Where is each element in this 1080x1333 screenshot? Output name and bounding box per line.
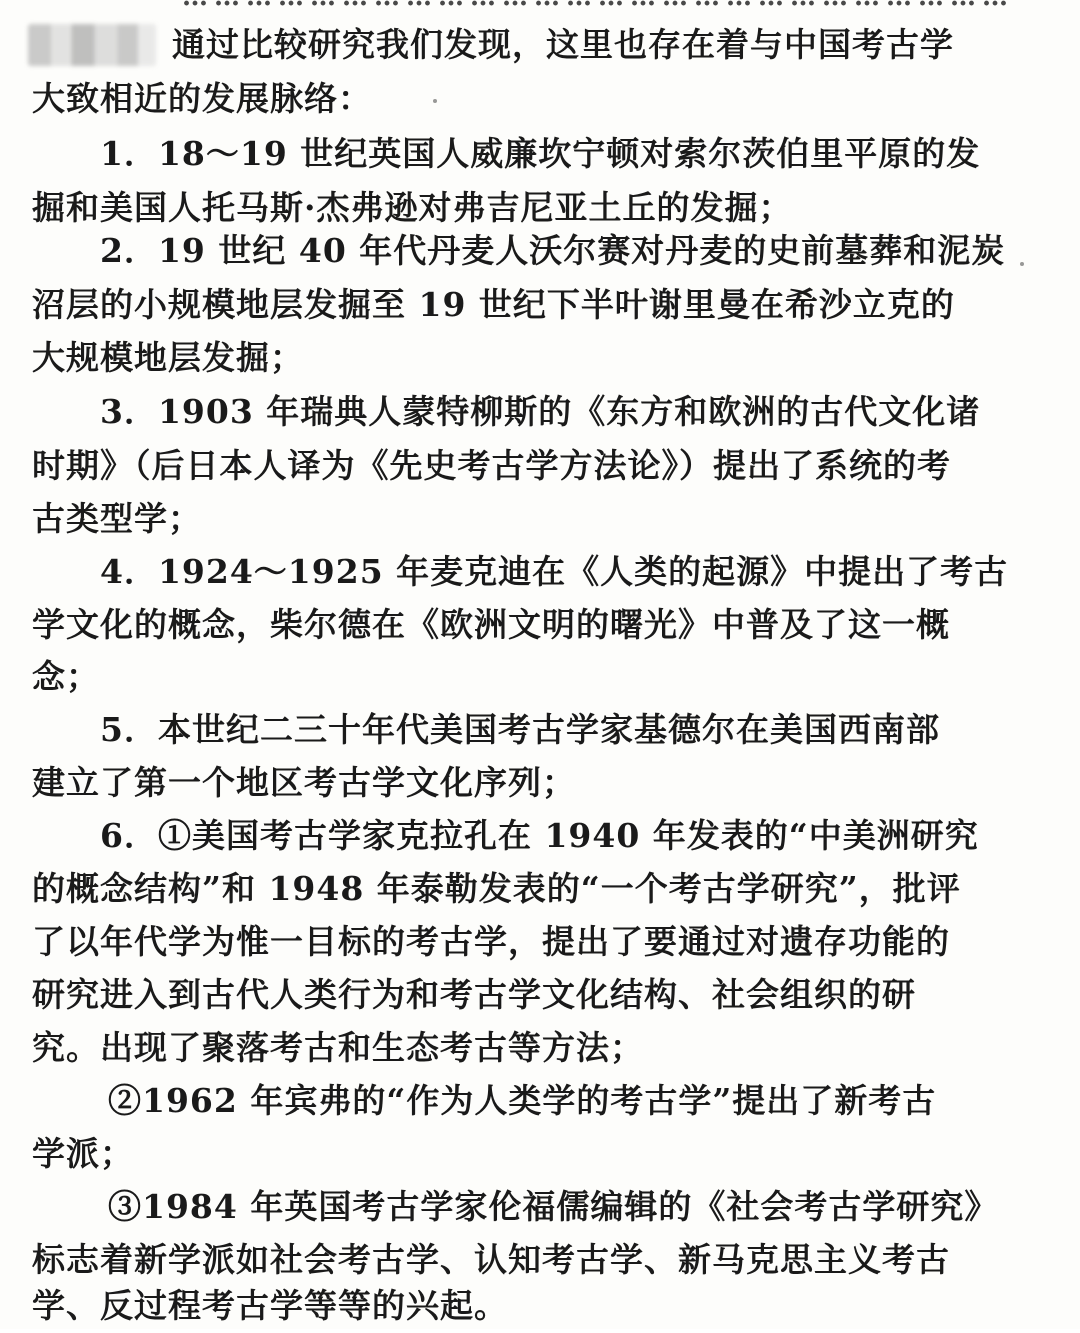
sub-item-3-line-3: 学、反过程考古学等等的兴起。 (32, 1286, 508, 1325)
sub-item-2-line-1: ②1962 年宾弗的“作为人类学的考古学”提出了新考古 (108, 1081, 937, 1120)
sub-item-3-line-2: 标志着新学派如社会考古学、认知考古学、新马克思主义考古 (32, 1240, 950, 1279)
list-item-2-line-3: 大规模地层发掘； (32, 338, 304, 377)
list-item-4-line-2: 学文化的概念，柴尔德在《欧洲文明的曙光》中普及了这一概 (32, 605, 950, 644)
scan-speck (433, 99, 437, 103)
scan-speck (1020, 262, 1024, 266)
text-line-2: 大致相近的发展脉络： (32, 79, 372, 118)
sub-item-3-line-1: ③1984 年英国考古学家伦福儒编辑的《社会考古学研究》 (108, 1187, 999, 1226)
list-item-4-line-3: 念； (32, 657, 100, 696)
sub-item-2-line-2: 学派； (32, 1134, 134, 1173)
list-item-6-line-2: 的概念结构”和 1948 年泰勒发表的“一个考古学研究”，批评 (32, 869, 961, 908)
list-item-5-line-2: 建立了第一个地区考古学文化序列； (32, 763, 576, 802)
list-item-3-line-1: 3．1903 年瑞典人蒙特柳斯的《东方和欧洲的古代文化诸 (100, 392, 981, 431)
blurred-redaction (28, 24, 156, 66)
list-item-6-line-1: 6．①美国考古学家克拉孔在 1940 年发表的“中美洲研究 (100, 816, 979, 855)
list-item-1-line-1: 1．18～19 世纪英国人威廉坎宁顿对索尔茨伯里平原的发 (100, 134, 981, 173)
list-item-6-line-5: 究。出现了聚落考古和生态考古等方法； (32, 1028, 644, 1067)
list-item-5-line-1: 5．本世纪二三十年代美国考古学家基德尔在美国西南部 (100, 710, 940, 749)
list-item-3-line-3: 古类型学； (32, 499, 202, 538)
list-item-4-line-1: 4．1924～1925 年麦克迪在《人类的起源》中提出了考古 (100, 552, 1009, 591)
list-item-3-line-2: 时期》（后日本人译为《先史考古学方法论》）提出了系统的考 (32, 446, 951, 485)
list-item-6-line-3: 了以年代学为惟一目标的考古学，提出了要通过对遗存功能的 (32, 922, 950, 961)
list-item-1-line-2: 掘和美国人托马斯·杰弗逊对弗吉尼亚土丘的发掘； (32, 188, 793, 227)
list-item-2-line-1: 2．19 世纪 40 年代丹麦人沃尔赛对丹麦的史前墓葬和泥炭 (100, 231, 1006, 270)
list-item-2-line-2: 沼层的小规模地层发掘至 19 世纪下半叶谢里曼在希沙立克的 (32, 285, 955, 324)
text-line-1: 通过比较研究我们发现，这里也存在着与中国考古学 (172, 25, 954, 64)
list-item-6-line-4: 研究进入到古代人类行为和考古学文化结构、社会组织的研 (32, 975, 916, 1014)
